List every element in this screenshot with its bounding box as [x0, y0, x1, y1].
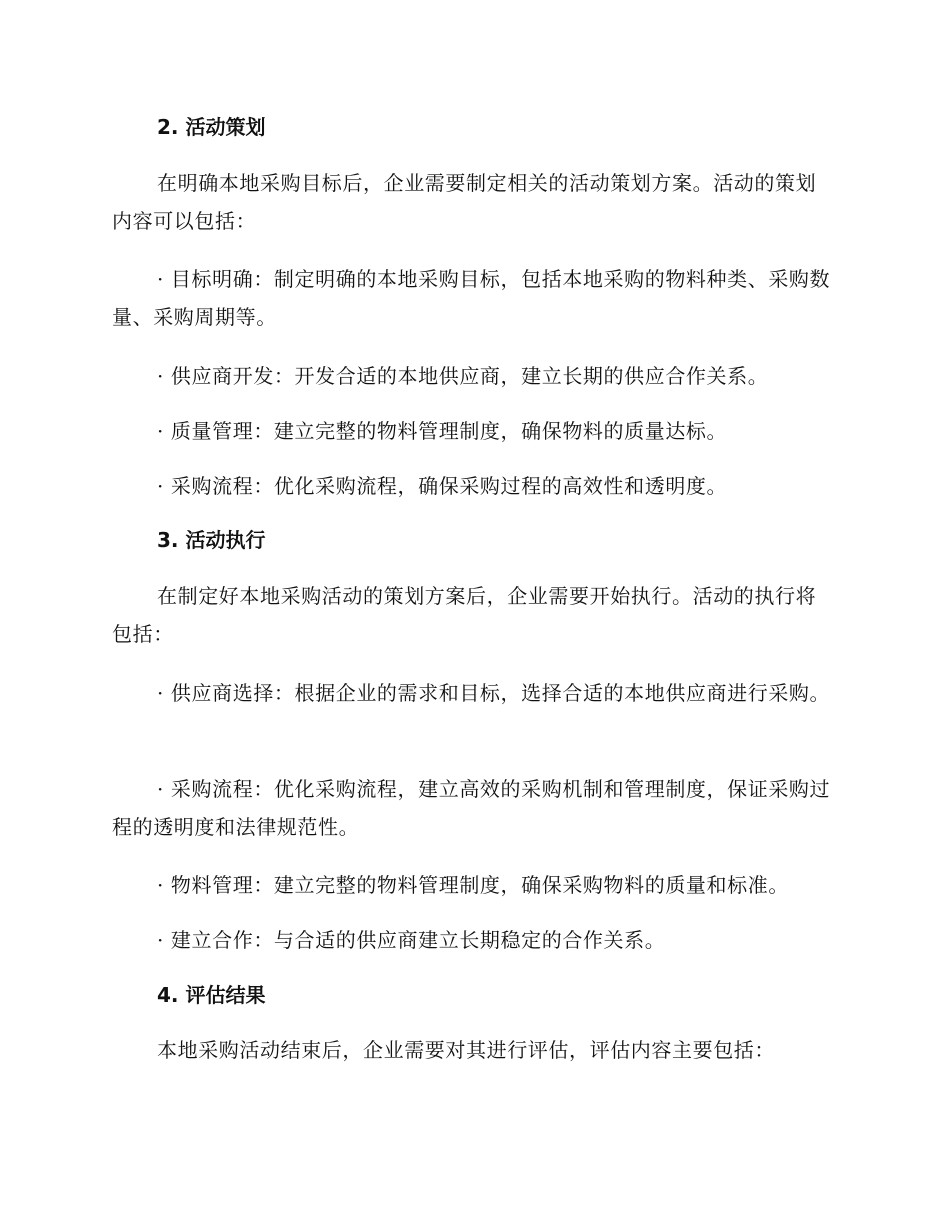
list-item-supplier-select: · 供应商选择：根据企业的需求和目标，选择合适的本地供应商进行采购。 [157, 681, 831, 705]
list-item-quality: · 质量管理：建立完整的物料管理制度，确保物料的质量达标。 [157, 419, 728, 443]
list-item-supplier-dev: · 供应商开发：开发合适的本地供应商，建立长期的供应合作关系。 [157, 364, 769, 388]
section-heading-planning: 2. 活动策划 [157, 115, 266, 139]
list-item-process: · 采购流程：优化采购流程，确保采购过程的高效性和透明度。 [157, 474, 728, 498]
list-item-cooperation: · 建立合作：与合适的供应商建立长期稳定的合作关系。 [157, 928, 666, 952]
section-heading-evaluation: 4. 评估结果 [157, 983, 266, 1007]
list-item-procurement-process: · 采购流程：优化采购流程，建立高效的采购机制和管理制度，保证采购过程的透明度和法律规范性。 [112, 777, 831, 839]
paragraph-execution-intro: 在制定好本地采购活动的策划方案后，企业需要开始执行。活动的执行将包括： [112, 584, 817, 646]
paragraph-planning-intro: 在明确本地采购目标后，企业需要制定相关的活动策划方案。活动的策划内容可以包括： [112, 171, 817, 233]
list-item-material-mgmt: · 物料管理：建立完整的物料管理制度，确保采购物料的质量和标准。 [157, 873, 789, 897]
section-heading-execution: 3. 活动执行 [157, 528, 266, 552]
paragraph-evaluation-intro: 本地采购活动结束后，企业需要对其进行评估，评估内容主要包括： [157, 1038, 775, 1062]
list-item-goal: · 目标明确：制定明确的本地采购目标，包括本地采购的物料种类、采购数量、采购周期等。 [112, 267, 831, 329]
